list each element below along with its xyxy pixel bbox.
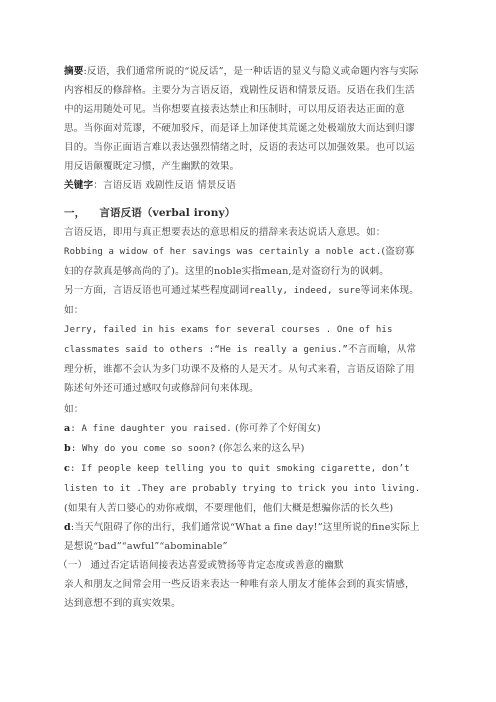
example-english: : A fine daughter you raised. — [70, 424, 232, 434]
section-heading — [64, 203, 424, 223]
example-english: : If people keep telling you to quit smoking cigarette, don’t listen to it .They are probably trying to trick you into living. — [64, 464, 421, 494]
abstract-text: :反语，我们通常所说的“说反话”，是一种话语的显义与隐义或命题内容与实际内容相反的修辞格。主要分为言语反语，戏剧性反语和情景反语。反语在我们生活中的运用随处可见。当你想要直接表达禁止和压制时，可以用反语表达正面的意思。当你面对荒谬，不硬加驳斥，而是译上加译使其荒诞之处极端放大而达到归谬目的。当你正面语言难以表达强烈情绪之时，反语的表达可以加强效果。也可以运用反语颠覆既定习惯，产生幽默的效果。 — [64, 66, 419, 172]
keywords-text: ：言语反语 戏剧性反语 情景反语 — [93, 180, 237, 191]
abstract-label: 摘要 — [64, 66, 84, 77]
document-body — [58, 62, 424, 613]
example-label: a — [64, 423, 71, 434]
para2-text-end: 等词来体现。如： — [64, 285, 419, 316]
example-english: : Why do you come so soon? — [70, 444, 216, 454]
section-title: 言语反语（verbal irony） — [99, 207, 236, 219]
keywords-line — [64, 176, 424, 195]
example-b — [64, 439, 424, 459]
example-label: c — [64, 463, 70, 474]
example-chinese: (如果有人苦口婆心的劝你戒烟，不要理他们，他们大概是想骗你活的长久些) — [64, 503, 394, 514]
paragraph-definition — [64, 223, 424, 281]
paragraph-adverbs — [64, 281, 424, 320]
para2-example: really, indeed, sure — [249, 286, 361, 296]
example-chinese: (你可养了个好闺女) — [235, 423, 321, 434]
paragraph-jerry — [64, 320, 424, 398]
keywords-label: 关键字 — [64, 180, 94, 191]
para1-text: 言语反语，即用与真正想要表达的意思相反的措辞来表达说话人意思。如： — [64, 227, 386, 238]
section-number: 一， — [64, 207, 86, 219]
example-chinese: (你怎么来的这么早) — [218, 443, 305, 454]
paragraph-family: 亲人和朋友之间常会用一些反语来表达一种唯有亲人朋友才能体会到的真实情感，达到意想不到的真实效果。 — [64, 579, 415, 609]
para2-text: 另一方面，言语反语也可通过某些程度副词 — [64, 285, 250, 296]
example-text: :当天气阻碍了你的出行，我们通常说“What a fine day!”这里所说的fine实际上是想说“bad”“awful”“abominable” — [64, 522, 420, 552]
subsection-heading: （一） 通过否定话语间接表达喜爱或赞扬等肯定态度或善意的幽默 — [58, 560, 344, 571]
example-a — [64, 419, 424, 439]
example-label: d — [64, 522, 71, 533]
example-d — [64, 518, 424, 556]
example-intro: 如： — [64, 404, 84, 415]
example-c — [64, 459, 424, 518]
para3-example: Jerry, failed in his exams for several courses . One of his classmates said to others :“He is really a genius.” — [64, 325, 393, 355]
para1-example: Robbing a widow of her savings was certainly a noble act. — [64, 247, 382, 257]
example-label: b — [64, 443, 71, 454]
abstract-paragraph — [64, 62, 424, 176]
para1-translation: (盗窃寡妇的存款真是够高尚的了)。这里的noble实指mean,是对盗窃行为的讽刺。 — [64, 246, 415, 277]
para3-text: 不言而喻，从常理分析，谁都不会认为多门功课不及格的人是天才。从句式来看，言语反语除了用陈述句外还可通过感叹句或修辞问句来体现。 — [64, 344, 417, 394]
